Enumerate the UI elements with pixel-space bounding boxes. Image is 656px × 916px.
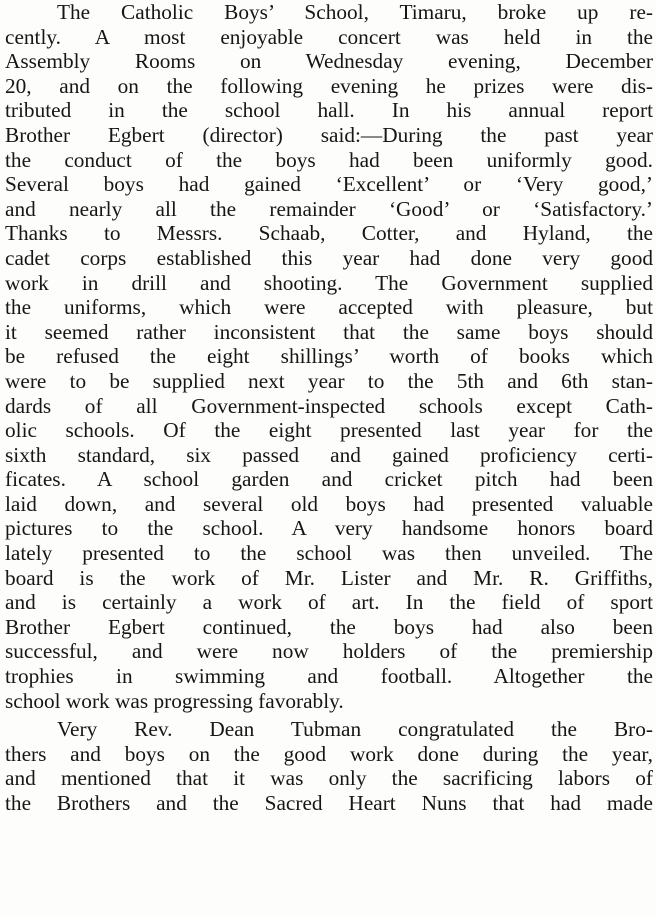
article-column	[5, 0, 653, 816]
text-line: Brother Egbert (director) said:—During the past year	[5, 122, 653, 147]
text-line: lately presented to the school was then unveiled. The	[5, 541, 653, 566]
text-line: laid down, and several old boys had presented valuable	[5, 491, 653, 516]
paragraph-1	[5, 0, 653, 713]
text-line: trophies in swimming and football. Altogether the	[5, 664, 653, 689]
text-line: work in drill and shooting. The Government supplied	[5, 270, 653, 295]
text-line: be refused the eight shillings’ worth of books which	[5, 344, 653, 369]
text-line: it seemed rather inconsistent that the same boys should	[5, 319, 653, 344]
text-line: pictures to the school. A very handsome honors board	[5, 516, 653, 541]
text-line: were to be supplied next year to the 5th and 6th stan-	[5, 368, 653, 393]
text-line: and mentioned that it was only the sacrificing labors of	[5, 766, 653, 791]
text-line: sixth standard, six passed and gained proficiency certi-	[5, 442, 653, 467]
text-line: Thanks to Messrs. Schaab, Cotter, and Hyland, the	[5, 221, 653, 246]
text-line: The Catholic Boys’ School, Timaru, broke up re-	[57, 0, 653, 24]
text-line: thers and boys on the good work done during the year,	[5, 741, 653, 766]
text-line: tributed in the school hall. In his annual report	[5, 98, 653, 123]
text-line: Very Rev. Dean Tubman congratulated the Bro-	[57, 717, 653, 742]
text-line: Brother Egbert continued, the boys had also been	[5, 614, 653, 639]
text-line: and is certainly a work of art. In the field of sport	[5, 590, 653, 615]
text-line: the Brothers and the Sacred Heart Nuns that had made	[5, 791, 653, 815]
text-line: and nearly all the remainder ‘Good’ or ‘Satisfactory.’	[5, 196, 653, 221]
text-line: olic schools. Of the eight presented last year for the	[5, 418, 653, 443]
text-line: ficates. A school garden and cricket pitch had been	[5, 467, 653, 492]
text-line: the conduct of the boys had been uniformly good.	[5, 147, 653, 172]
text-line: Several boys had gained ‘Excellent’ or ‘Very good,’	[5, 172, 653, 197]
text-line: cently. A most enjoyable concert was held in the	[5, 24, 653, 49]
text-line: Assembly Rooms on Wednesday evening, December	[5, 49, 653, 74]
text-line: the uniforms, which were accepted with pleasure, but	[5, 295, 653, 320]
paragraph-2	[5, 717, 653, 815]
text-line: dards of all Government-inspected schools except Cath-	[5, 393, 653, 418]
text-line: board is the work of Mr. Lister and Mr. R. Griffiths,	[5, 565, 653, 590]
text-line: 20, and on the following evening he prizes were dis-	[5, 73, 653, 98]
text-line: successful, and were now holders of the premiership	[5, 639, 653, 664]
text-line: school work was progressing favorably.	[5, 688, 344, 713]
text-line: cadet corps established this year had done very good	[5, 245, 653, 270]
